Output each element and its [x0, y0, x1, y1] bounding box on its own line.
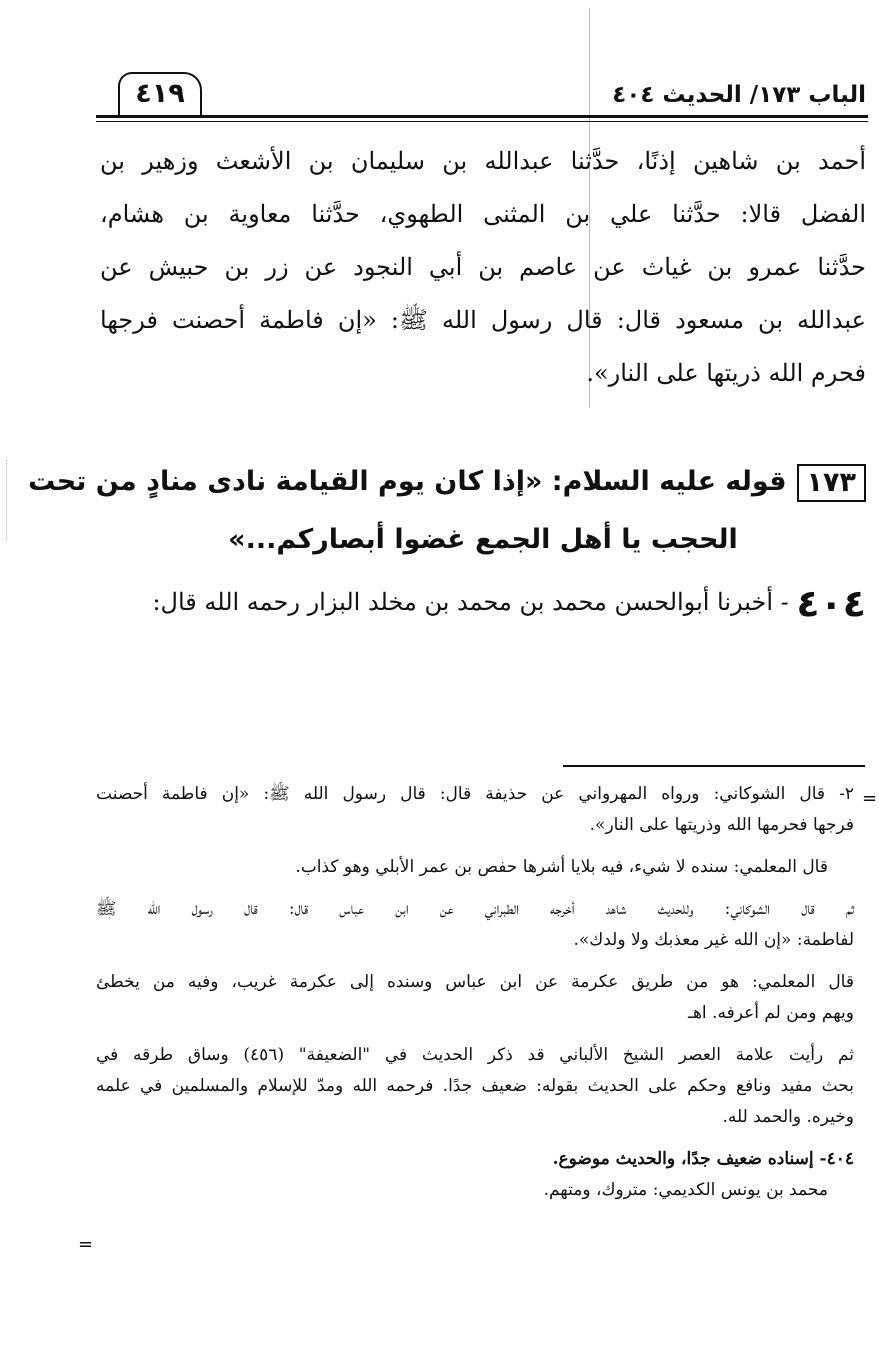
chapter-title-part-2: الحجب يا أهل الجمع غضوا أبصاركم...»: [228, 524, 738, 555]
page-number: ٤١٩: [118, 72, 202, 116]
footnote-line: قال المعلمي: هو من طريق عكرمة عن ابن عباس وسنده إلى عكرمة غريب، وفيه من يخطئ: [96, 972, 854, 992]
footnote-line: ثم قال الشوكاني: وللحديث شاهد أخرجه الطبراني عن ابن عباس قال: قال رسول الله ﷺ: [96, 899, 854, 919]
text-line: أحمد بن شاهين إذنًا، حدَّثنا عبدالله بن سليمان بن الأشعث وزهير بن: [100, 147, 866, 175]
text-line: الفضل قالا: حدَّثنا علي بن المثنى الطهوي، حدَّثنا معاوية بن هشام،: [100, 200, 866, 228]
running-title: الباب ١٧٣/ الحديث ٤٠٤: [612, 82, 866, 108]
header-rule-thin: [96, 121, 868, 122]
footnote-line: محمد بن يونس الكديمي: متروك، ومتهم.: [543, 1180, 828, 1200]
hadith-number: ٤٠٤: [796, 581, 866, 626]
chapter-number: ١٧٣: [797, 464, 866, 502]
footnote-line: فرجها فحرمها الله وذريتها على النار».: [589, 815, 854, 835]
footnote-line: قال المعلمي: سنده لا شيء، فيه بلايا أشرها حفص بن عمر الأبلي وهو كذاب.: [295, 857, 828, 877]
footnote-continuation-mark-top: =: [862, 788, 878, 809]
chapter-heading-line-1: [28, 453, 866, 511]
footnote-line: ثم رأيت علامة العصر الشيخ الألباني قد ذكر الحديث في "الضعيفة" (٤٥٦) وساق طرقه في: [96, 1045, 854, 1065]
footnote-line: وخيره. والحمد لله.: [722, 1107, 854, 1127]
text-line: عبدالله بن مسعود قال: قال رسول الله ﷺ: «إن فاطمة أحصنت فرجها: [100, 306, 866, 334]
chapter-title-part-1: قوله عليه السلام: «إذا كان يوم القيامة نادى منادٍ من تحت: [28, 466, 787, 497]
scan-edge-marks: [6, 460, 8, 540]
footnote-continuation-mark-bottom: =: [78, 1234, 94, 1255]
chapter-heading: [28, 453, 866, 569]
footnote-line: ويهم ومن لم أعرفه. اهـ: [687, 1003, 854, 1023]
footnote-line: لفاطمة: «إن الله غير معذبك ولا ولدك».: [573, 930, 854, 950]
hadith-text: - أخبرنا أبوالحسن محمد بن محمد بن مخلد البزار رحمه الله قال:: [152, 588, 789, 616]
hadith-entry: [150, 574, 866, 632]
footnote-line: ٤٠٤- إسناده ضعيف جدًا، والحديث موضوع.: [552, 1149, 854, 1169]
footnote-separator: [563, 765, 865, 767]
footnotes: [96, 779, 854, 1206]
main-text: [100, 135, 866, 400]
header-rule: [96, 115, 868, 118]
footnote-line: بحث مفيد ونافع وحكم على الحديث بقوله: ضعيف جدًا. فرحمه الله ومدّ للإسلام والمسلمين في علمه: [96, 1076, 854, 1096]
footnote-line: ٢- قال الشوكاني: ورواه المهرواني عن حذيفة قال: قال رسول الله ﷺ: «إن فاطمة أحصنت: [96, 784, 854, 804]
text-line: حدَّثنا عمرو بن غياث عن عاصم بن أبي النجود عن زر بن حبيش عن: [100, 253, 867, 281]
text-line: فحرم الله ذريتها على النار».: [586, 359, 866, 387]
